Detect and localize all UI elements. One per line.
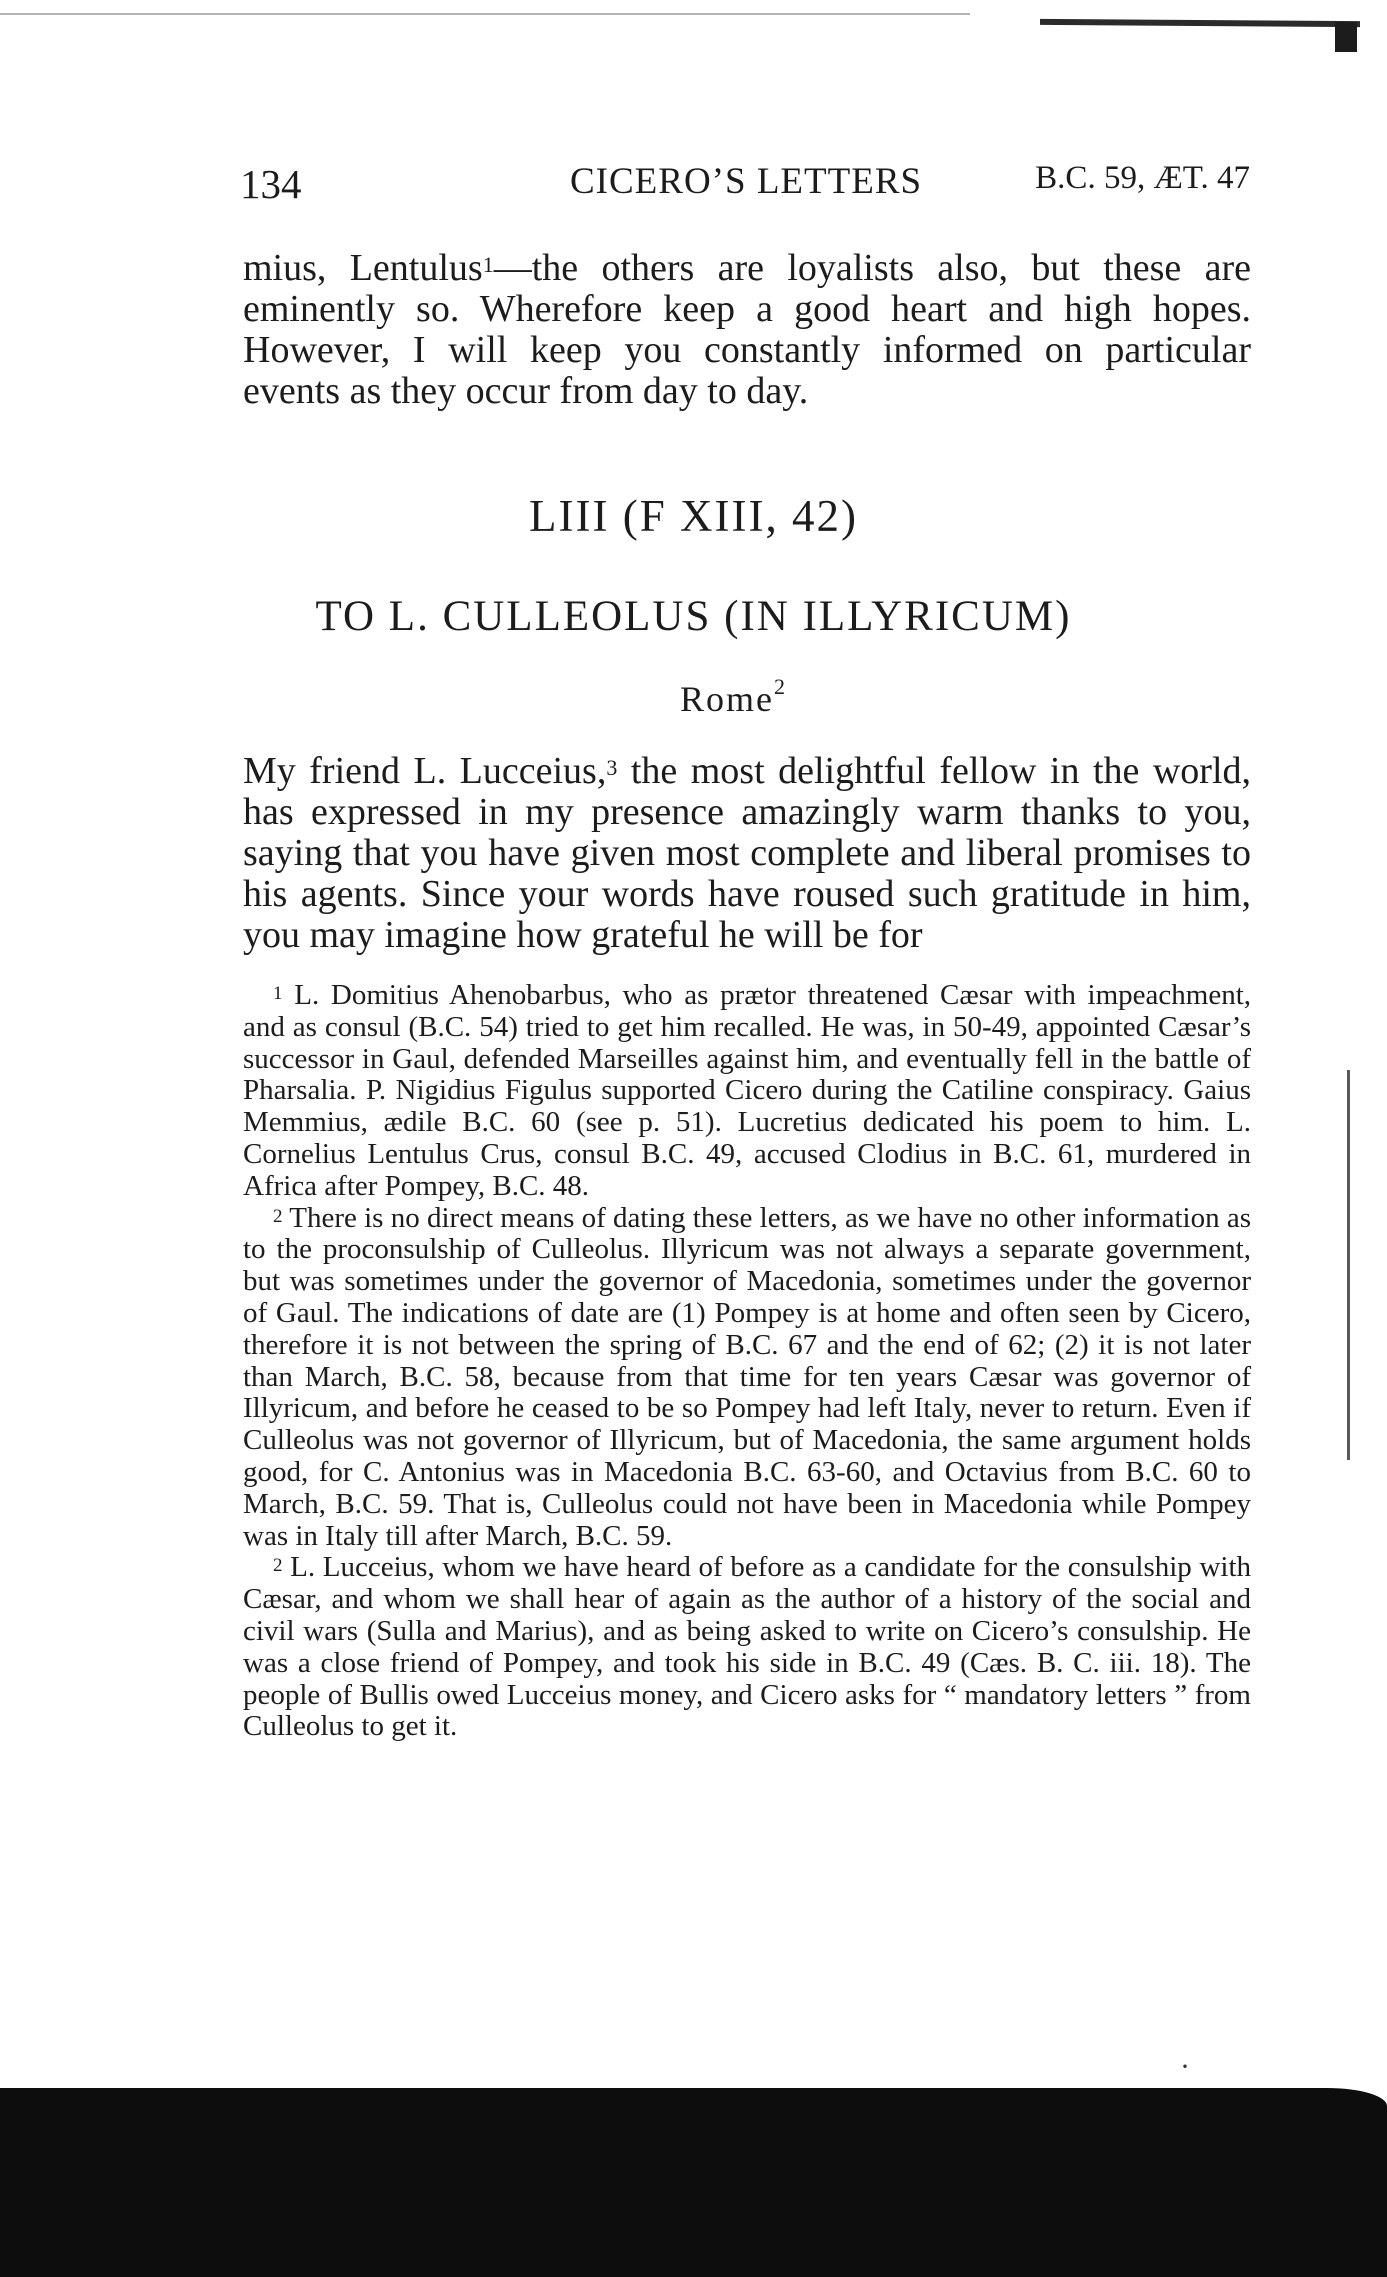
scan-margin-line [1347, 1070, 1350, 1460]
footnotes [243, 980, 1251, 1743]
running-head [240, 160, 1250, 220]
book-title: CICERO’S LETTERS [570, 161, 923, 202]
footnote-text: L. Lucceius, whom we have heard of before as a candidate for the consulship with Cæsar, and whom we shall hear of again as the author of a history of the social and civil wars (Sulla and Marius), and as being asked to write on Cicero’s consulship. He was a close friend of Pompey, and took his side in B.C. 49 (Cæs. B. C. iii. 18). The people of Bullis owed Lucceius money, and Cicero asks for “ mandatory letters ” from Culleolus to get it. [243, 1551, 1252, 1743]
footnote-ref-1: 1 [482, 252, 494, 277]
footnote [243, 1552, 1251, 1743]
continuation-text-end: —the others are loyalists also, but these are eminently so. Wherefore keep a good heart and high hopes. However, I will keep you constantly informed on particular events as they occur from day to day. [243, 247, 1251, 412]
page-number: 134 [240, 161, 302, 207]
letter-place [680, 674, 787, 720]
scan-bottom-edge [0, 2088, 1387, 2277]
place-name: Rome [680, 679, 774, 719]
footnote-ref-3: 3 [606, 755, 618, 780]
scan-top-edge [0, 13, 970, 15]
footnote-text: There is no direct means of dating these letters, as we have no other information as to the proconsulship of Culleolus. Illyricum was not always a separate government, but was sometimes under the governor of Macedonia, sometimes under the governor of Gaul. The indications of date are (1) Pompey is at home and often seen by Cicero, therefore it is not between the spring of B.C. 67 and the end of 62; (2) it is not later than March, B.C. 58, because from that time for ten years Cæsar was governor of Illyricum, and before he ceased to be so Pompey had left Italy, never to return. Even if Culleolus was not governor of Illyricum, but of Macedonia, the same argument holds good, for C. Antonius was in Macedonia B.C. 63-60, and Octavius from B.C. 60 to March, B.C. 59. That is, Culleolus could not have been in Macedonia while Pompey was in Italy till after March, B.C. 59. [243, 1201, 1251, 1552]
continuation-text-start: mius, Lentulus [243, 247, 483, 289]
scan-speck: · [1180, 2050, 1190, 2083]
running-date: B.C. 59, ÆT. 47 [1035, 160, 1250, 196]
letter-body-start: My friend L. Lucceius, [243, 750, 607, 792]
footnote [243, 980, 1251, 1203]
footnote-mark: 2 [273, 1205, 283, 1227]
scan-top-shadow [1040, 19, 1360, 27]
letter-body [243, 751, 1251, 956]
letter-number: LIII (F XIII, 42) [529, 491, 858, 541]
footnote [243, 1203, 1251, 1553]
continuation-paragraph [243, 248, 1251, 412]
footnote-text: L. Domitius Ahenobarbus, who as prætor threatened Cæsar with impeachment, and as consul (B.C. 54) tried to get him recalled. He was, in 50-49, appointed Cæsar’s successor in Gaul, defended Marseilles against him, and eventually fell in the battle of Pharsalia. P. Nigidius Figulus supported Cicero during the Catiline conspiracy. Gaius Memmius, ædile B.C. 60 (see p. 51). Lucretius dedicated his poem to him. L. Cornelius Lentulus Crus, consul B.C. 49, accused Clodius in B.C. 61, murdered in Africa after Pompey, B.C. 48. [243, 979, 1252, 1202]
footnote-ref-2: 2 [774, 674, 787, 699]
scan-corner-mark [1335, 22, 1357, 52]
letter-body-text: the most delightful fellow in the world, has expressed in my presence amazingly warm thanks to you, saying that you have given most complete and liberal promises to his agents. Since your words have roused such gratitude in him, you may imagine how grateful he will be for [243, 750, 1252, 956]
footnote-mark: 1 [273, 983, 283, 1004]
letter-recipient: TO L. CULLEOLUS (IN ILLYRICUM) [315, 593, 1072, 640]
footnote-mark: 2 [273, 1555, 283, 1577]
